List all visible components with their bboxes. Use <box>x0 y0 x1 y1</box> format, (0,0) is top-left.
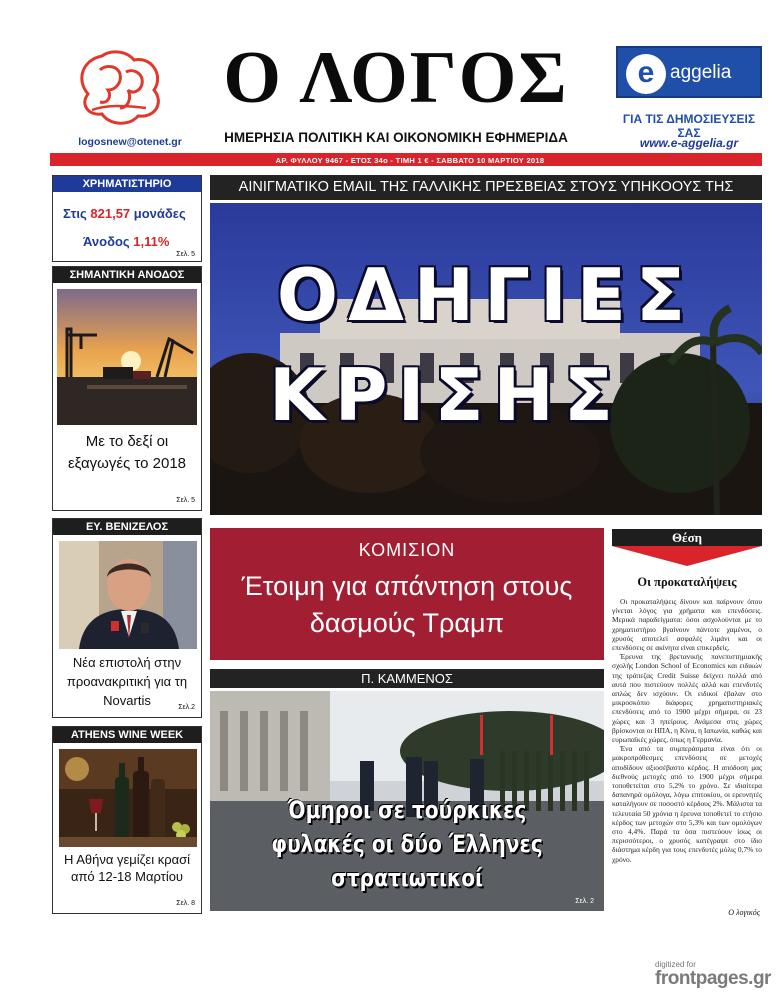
lead-title-line1: ΟΔΗΓΙΕΣ <box>276 253 696 337</box>
stock-change-value: 1,11% <box>133 234 170 249</box>
stock-index-value: 821,57 <box>90 206 131 221</box>
ad-tagline: ΓΙΑ ΤΙΣ ΔΗΜΟΣΙΕΥΣΕΙΣ ΣΑΣ <box>622 112 756 140</box>
opinion-paragraph: Έρευνα της βρετανικής πανεπιστημιακής σχολής London School of Economics και ειδικών της τράπεζας Credit Suisse δείχνει πολλά από αυτά που πιστεύουν πολλές αλλά και επενδυτές απλώς δεν ισχύουν. Οι ειδικοί έβαλαν στο μικροσκόπιο διάφορες χρηματιστηριακές επενδύσεις από το 1900 μέχρι σήμερα, σε 23 χώρες και 3 ηπείρους. Ανάμεσα στις χώρες βρίσκονται οι ΗΠΑ, η Κίνα, η Ιαπωνία, καθώς και ευρωπαϊκές χώρες, όπως η Γερμανία. <box>612 652 762 745</box>
page-reference: Σελ. 2 <box>575 898 594 905</box>
opinion-signature: Ο λογικός <box>728 908 760 917</box>
page-reference: Σελ. 5 <box>176 497 195 504</box>
stock-index-suffix: μονάδες <box>133 206 186 221</box>
opinion-arrow-icon <box>612 546 762 566</box>
wine-week-header: ATHENS WINE WEEK <box>53 727 201 743</box>
stock-change-prefix: Άνοδος <box>83 234 130 249</box>
politician-photo <box>59 541 197 649</box>
eaggelia-ad-logo[interactable] <box>616 46 762 98</box>
exports-box[interactable] <box>52 266 202 511</box>
commission-headline: Έτοιμη για απάντηση στους δασμούς Τραμπ <box>241 571 573 638</box>
lead-kicker: ΑΙΝΙΓΜΑΤΙΚΟ EMAIL ΤΗΣ ΓΑΛΛΙΚΗΣ ΠΡΕΣΒΕΙΑΣ ΣΤΟΥΣ ΥΠΗΚΟΟΥΣ ΤΗΣ <box>210 175 762 200</box>
kammenos-headline: Όμηροι σε τούρκικες φυλακές οι δύο Έλληνες στρατιωτικοί <box>271 796 543 892</box>
stock-market-box[interactable] <box>52 175 202 262</box>
watermark-caption: digitized for <box>655 960 696 969</box>
opinion-paragraph: Ένα από τα συμπεράσματα είναι ότι οι μακροπρόθεσμες επενδύσεις σε μετοχές αποδίδουν αξιοσέβαστο κέρδος. Η απόδοση μας διεθνούς μετοχές από το 1900 μέχρι σήμερα τοποθετείται στο 5,2% το χρόνο. Σε ιδιαίτερα δαπανηρά ομόλογα, λόγω επιτοκίου, οι ερευνητές καταλήγουν σε ποσοστό κέρδους 2%. Μάλιστα τα τελευταία 50 χρόνια η έρευνα τοποθετεί το ετήσιο κέρδος των μετοχών στο 5,3% και των ομολόγων στο 4,4%. Παρά τα όσα πιστεύουν ίσως οι περισσότεροι, ο χρυσός κατέγραψε στο ίδιο διάστημα κέρδη για τους επενδυτές μόλις 0,7% το χρόνο. <box>612 744 762 864</box>
opinion-body <box>612 597 762 864</box>
exports-headline: Με το δεξί οι εξαγωγές το 2018 <box>67 433 187 472</box>
venizelos-box[interactable] <box>52 518 202 718</box>
wine-week-box[interactable] <box>52 726 202 914</box>
faces-logo-icon <box>72 46 166 130</box>
venizelos-header: ΕΥ. ΒΕΝΙΖΕΛΟΣ <box>53 519 201 535</box>
newspaper-title: Ο ΛΟΓΟΣ <box>223 37 569 119</box>
kammenos-story-photo[interactable] <box>210 691 604 911</box>
lead-title-line2: ΚΡΙΣΗΣ <box>269 353 623 437</box>
stock-market-header: ΧΡΗΜΑΤΙΣΤΗΡΙΟ <box>53 176 201 192</box>
opinion-paragraph: Οι προκαταλήψεις δίνουν και παίρνουν όπου γίνεται λόγος για χρήματα και επενδύσεις. Μερικά παραδείγματα: όσοι ασχολούνται με το χρηματιστήριο βγαίνουν πάντοτε χαμένοι, ο χρυσός αποτελεί ασφαλές λιμάνι και οι επενδύσεις σε ακίνητα είναι επικερδείς. <box>612 597 762 653</box>
page-reference: Σελ. 5 <box>176 251 195 258</box>
lead-story-photo[interactable] <box>210 203 762 515</box>
stock-change-line <box>83 234 169 249</box>
stock-index-line <box>63 206 186 221</box>
page-reference: Σελ. 8 <box>176 900 195 907</box>
newspaper-subtitle: ΗΜΕΡΗΣΙΑ ΠΟΛΙΤΙΚΗ ΚΑΙ ΟΙΚΟΝΟΜΙΚΗ ΕΦΗΜΕΡΙΔΑ <box>224 130 568 145</box>
wine-week-headline: Η Αθήνα γεμίζει κρασί από 12-18 Μαρτίου <box>63 852 191 884</box>
contact-email[interactable]: logosnew@otenet.gr <box>78 136 182 148</box>
watermark-site: frontpages.gr <box>655 968 771 989</box>
page-reference: Σελ.2 <box>178 704 195 711</box>
wine-bottles-photo <box>59 749 197 847</box>
opinion-header: Θέση <box>612 529 762 546</box>
port-sunset-photo <box>57 289 197 425</box>
exports-header: ΣΗΜΑΝΤΙΚΗ ΑΝΟΔΟΣ <box>53 267 201 283</box>
stock-index-prefix: Στις <box>63 206 87 221</box>
opinion-title: Οι προκαταλήψεις <box>637 575 737 589</box>
kammenos-kicker: Π. ΚΑΜΜΕΝΟΣ <box>210 669 604 688</box>
commission-story[interactable] <box>210 528 604 660</box>
eaggelia-e-icon: e <box>626 54 666 94</box>
commission-kicker: ΚΟΜΙΣΙΟΝ <box>358 540 456 560</box>
ad-url[interactable]: www.e-aggelia.gr <box>639 136 739 150</box>
venizelos-headline: Νέα επιστολή στην προανακριτική για τη Novartis <box>66 655 188 708</box>
eaggelia-wordmark: aggelia <box>670 62 732 83</box>
issue-info: ΑΡ. ΦΥΛΛΟΥ 9467 - ΕΤΟΣ 34ο - ΤΙΜΗ 1 € - ΣΑΒΒΑΤΟ 10 ΜΑΡΤΙΟΥ 2018 <box>275 156 545 165</box>
